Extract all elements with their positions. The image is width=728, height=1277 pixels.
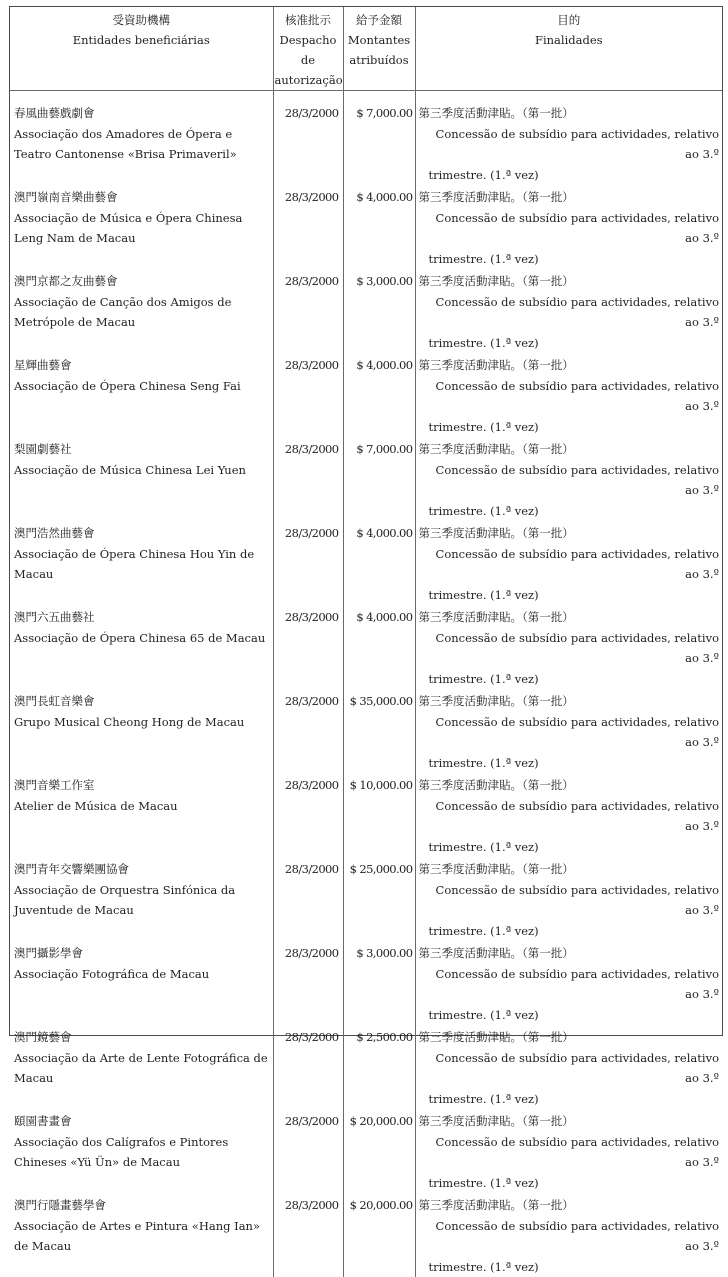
entity-name-zh: 澳門六五曲藝社: [14, 607, 270, 628]
entity-name-zh: 澳門長虹音樂會: [14, 691, 270, 712]
purpose-cell: [415, 857, 722, 941]
entity-cell: [10, 269, 273, 353]
purpose-pt-line2: trimestre. (1.ª vez): [419, 249, 720, 270]
entity-cell: [10, 91, 273, 186]
purpose-pt-line2: trimestre. (1.ª vez): [419, 1173, 720, 1194]
purpose-pt-line1: Concessão de subsídio para actividades, relativo ao 3.º: [419, 460, 720, 501]
purpose-cell: [415, 773, 722, 857]
purpose-cell: [415, 1025, 722, 1109]
approval-date: 28/3/2000: [273, 1025, 343, 1109]
amount-granted: $ 25,000.00: [343, 857, 415, 941]
entity-name-pt: Associação de Artes e Pintura «Hang Ian» de Macau: [14, 1216, 270, 1257]
purpose-cell: [415, 269, 722, 353]
entity-cell: [10, 857, 273, 941]
header-date: [273, 7, 343, 91]
table-header-row: [10, 7, 722, 91]
purpose-pt-line1: Concessão de subsídio para actividades, relativo ao 3.º: [419, 544, 720, 585]
entity-name-zh: 頤園書畫會: [14, 1111, 270, 1132]
entity-name-zh: 澳門嶺南音樂曲藝會: [14, 187, 270, 208]
purpose-zh: 第三季度活動津貼。（第一批）: [419, 943, 720, 964]
approval-date: 28/3/2000: [273, 1109, 343, 1193]
approval-date: 28/3/2000: [273, 605, 343, 689]
table-row: [10, 773, 722, 857]
entity-name-zh: 澳門音樂工作室: [14, 775, 270, 796]
header-amount: [343, 7, 415, 91]
approval-date: 28/3/2000: [273, 269, 343, 353]
entity-cell: [10, 689, 273, 773]
purpose-zh: 第三季度活動津貼。（第一批）: [419, 355, 720, 376]
purpose-pt-line1: Concessão de subsídio para actividades, relativo ao 3.º: [419, 376, 720, 417]
purpose-pt-line2: trimestre. (1.ª vez): [419, 1089, 720, 1110]
purpose-zh: 第三季度活動津貼。（第一批）: [419, 691, 720, 712]
purpose-pt-line1: Concessão de subsídio para actividades, relativo ao 3.º: [419, 208, 720, 249]
approval-date: 28/3/2000: [273, 689, 343, 773]
entity-name-pt: Associação de Música e Ópera Chinesa Leng Nam de Macau: [14, 208, 270, 249]
header-purpose-zh: 目的: [417, 10, 722, 30]
subsidy-table: [10, 7, 722, 1277]
purpose-zh: 第三季度活動津貼。（第一批）: [419, 439, 720, 460]
entity-name-zh: 澳門青年交響樂團協會: [14, 859, 270, 880]
purpose-pt-line2: trimestre. (1.ª vez): [419, 753, 720, 774]
purpose-cell: [415, 1109, 722, 1193]
entity-name-pt: Associação Fotográfica de Macau: [14, 964, 270, 985]
purpose-pt-line2: trimestre. (1.ª vez): [419, 585, 720, 606]
header-date-zh: 核准批示: [275, 10, 342, 30]
table-row: [10, 857, 722, 941]
subsidy-table-page: [9, 6, 723, 1036]
amount-granted: $ 4,000.00: [343, 605, 415, 689]
entity-cell: [10, 773, 273, 857]
purpose-pt-line2: trimestre. (1.ª vez): [419, 1257, 720, 1277]
table-row: [10, 689, 722, 773]
purpose-pt-line2: trimestre. (1.ª vez): [419, 501, 720, 522]
entity-name-zh: 澳門行隱畫藝學會: [14, 1195, 270, 1216]
entity-name-pt: Associação de Ópera Chinesa Hou Yin de Macau: [14, 544, 270, 585]
header-date-pt2: autorização: [275, 70, 342, 90]
table-row: [10, 437, 722, 521]
header-entity: [10, 7, 273, 91]
header-purpose-pt: Finalidades: [417, 30, 722, 50]
entity-cell: [10, 941, 273, 1025]
table-row: [10, 1109, 722, 1193]
purpose-cell: [415, 185, 722, 269]
table-row: [10, 1193, 722, 1277]
entity-name-pt: Associação de Orquestra Sinfónica da Juventude de Macau: [14, 880, 270, 921]
entity-name-pt: Associação de Canção dos Amigos de Metrópole de Macau: [14, 292, 270, 333]
purpose-cell: [415, 353, 722, 437]
amount-granted: $ 2,500.00: [343, 1025, 415, 1109]
purpose-pt-line1: Concessão de subsídio para actividades, relativo ao 3.º: [419, 964, 720, 1005]
purpose-pt-line2: trimestre. (1.ª vez): [419, 921, 720, 942]
purpose-cell: [415, 437, 722, 521]
purpose-pt-line1: Concessão de subsídio para actividades, relativo ao 3.º: [419, 712, 720, 753]
approval-date: 28/3/2000: [273, 91, 343, 186]
header-amount-pt1: Montantes: [345, 30, 414, 50]
amount-granted: $ 20,000.00: [343, 1193, 415, 1277]
purpose-pt-line1: Concessão de subsídio para actividades, relativo ao 3.º: [419, 1216, 720, 1257]
approval-date: 28/3/2000: [273, 185, 343, 269]
purpose-pt-line1: Concessão de subsídio para actividades, relativo ao 3.º: [419, 880, 720, 921]
amount-granted: $ 4,000.00: [343, 185, 415, 269]
purpose-pt-line1: Concessão de subsídio para actividades, relativo ao 3.º: [419, 796, 720, 837]
purpose-zh: 第三季度活動津貼。（第一批）: [419, 1195, 720, 1216]
header-amount-pt2: atribuídos: [345, 50, 414, 70]
purpose-cell: [415, 521, 722, 605]
purpose-cell: [415, 941, 722, 1025]
entity-name-pt: Atelier de Música de Macau: [14, 796, 270, 817]
approval-date: 28/3/2000: [273, 857, 343, 941]
purpose-pt-line2: trimestre. (1.ª vez): [419, 333, 720, 354]
purpose-zh: 第三季度活動津貼。（第一批）: [419, 775, 720, 796]
table-row: [10, 185, 722, 269]
purpose-zh: 第三季度活動津貼。（第一批）: [419, 1027, 720, 1048]
entity-cell: [10, 1025, 273, 1109]
purpose-pt-line1: Concessão de subsídio para actividades, relativo ao 3.º: [419, 628, 720, 669]
entity-cell: [10, 521, 273, 605]
purpose-pt-line1: Concessão de subsídio para actividades, relativo ao 3.º: [419, 124, 720, 165]
approval-date: 28/3/2000: [273, 1193, 343, 1277]
amount-granted: $ 4,000.00: [343, 353, 415, 437]
entity-name-pt: Associação de Música Chinesa Lei Yuen: [14, 460, 270, 481]
purpose-zh: 第三季度活動津貼。（第一批）: [419, 607, 720, 628]
entity-name-zh: 春風曲藝戲劇會: [14, 103, 270, 124]
purpose-pt-line1: Concessão de subsídio para actividades, relativo ao 3.º: [419, 1132, 720, 1173]
entity-name-pt: Grupo Musical Cheong Hong de Macau: [14, 712, 270, 733]
purpose-cell: [415, 689, 722, 773]
entity-name-zh: 澳門京都之友曲藝會: [14, 271, 270, 292]
table-body: [10, 91, 722, 1277]
table-row: [10, 1025, 722, 1109]
header-entity-pt: Entidades beneficiárias: [11, 30, 272, 50]
header-entity-zh: 受資助機構: [11, 10, 272, 30]
entity-name-pt: Associação da Arte de Lente Fotográfica de Macau: [14, 1048, 270, 1089]
entity-cell: [10, 605, 273, 689]
entity-name-zh: 澳門浩然曲藝會: [14, 523, 270, 544]
approval-date: 28/3/2000: [273, 437, 343, 521]
amount-granted: $ 3,000.00: [343, 941, 415, 1025]
amount-granted: $ 10,000.00: [343, 773, 415, 857]
entity-name-pt: Associação de Ópera Chinesa 65 de Macau: [14, 628, 270, 649]
table-row: [10, 91, 722, 186]
purpose-cell: [415, 91, 722, 186]
table-row: [10, 941, 722, 1025]
approval-date: 28/3/2000: [273, 353, 343, 437]
purpose-cell: [415, 605, 722, 689]
purpose-zh: 第三季度活動津貼。（第一批）: [419, 523, 720, 544]
entity-cell: [10, 1109, 273, 1193]
purpose-pt-line1: Concessão de subsídio para actividades, relativo ao 3.º: [419, 292, 720, 333]
amount-granted: $ 35,000.00: [343, 689, 415, 773]
header-date-pt1: Despacho de: [275, 30, 342, 70]
entity-cell: [10, 1193, 273, 1277]
amount-granted: $ 4,000.00: [343, 521, 415, 605]
entity-cell: [10, 353, 273, 437]
purpose-zh: 第三季度活動津貼。（第一批）: [419, 103, 720, 124]
table-row: [10, 605, 722, 689]
purpose-zh: 第三季度活動津貼。（第一批）: [419, 187, 720, 208]
amount-granted: $ 3,000.00: [343, 269, 415, 353]
approval-date: 28/3/2000: [273, 941, 343, 1025]
entity-name-zh: 澳門攝影學會: [14, 943, 270, 964]
entity-name-pt: Associação dos Calígrafos e Pintores Chineses «Yü Ün» de Macau: [14, 1132, 270, 1173]
purpose-zh: 第三季度活動津貼。（第一批）: [419, 1111, 720, 1132]
entity-name-zh: 星輝曲藝會: [14, 355, 270, 376]
purpose-zh: 第三季度活動津貼。（第一批）: [419, 859, 720, 880]
entity-name-zh: 澳門鏡藝會: [14, 1027, 270, 1048]
table-row: [10, 269, 722, 353]
entity-name-pt: Associação dos Amadores de Ópera e Teatro Cantonense «Brisa Primaveril»: [14, 124, 270, 165]
amount-granted: $ 20,000.00: [343, 1109, 415, 1193]
table-row: [10, 521, 722, 605]
entity-name-pt: Associação de Ópera Chinesa Seng Fai: [14, 376, 270, 397]
purpose-pt-line2: trimestre. (1.ª vez): [419, 165, 720, 186]
amount-granted: $ 7,000.00: [343, 437, 415, 521]
purpose-pt-line1: Concessão de subsídio para actividades, relativo ao 3.º: [419, 1048, 720, 1089]
entity-cell: [10, 437, 273, 521]
purpose-pt-line2: trimestre. (1.ª vez): [419, 417, 720, 438]
header-purpose: [415, 7, 722, 91]
header-amount-zh: 給予金額: [345, 10, 414, 30]
entity-name-zh: 梨園劇藝社: [14, 439, 270, 460]
approval-date: 28/3/2000: [273, 521, 343, 605]
purpose-pt-line2: trimestre. (1.ª vez): [419, 669, 720, 690]
entity-cell: [10, 185, 273, 269]
purpose-cell: [415, 1193, 722, 1277]
purpose-pt-line2: trimestre. (1.ª vez): [419, 1005, 720, 1026]
purpose-zh: 第三季度活動津貼。（第一批）: [419, 271, 720, 292]
amount-granted: $ 7,000.00: [343, 91, 415, 186]
purpose-pt-line2: trimestre. (1.ª vez): [419, 837, 720, 858]
approval-date: 28/3/2000: [273, 773, 343, 857]
table-row: [10, 353, 722, 437]
